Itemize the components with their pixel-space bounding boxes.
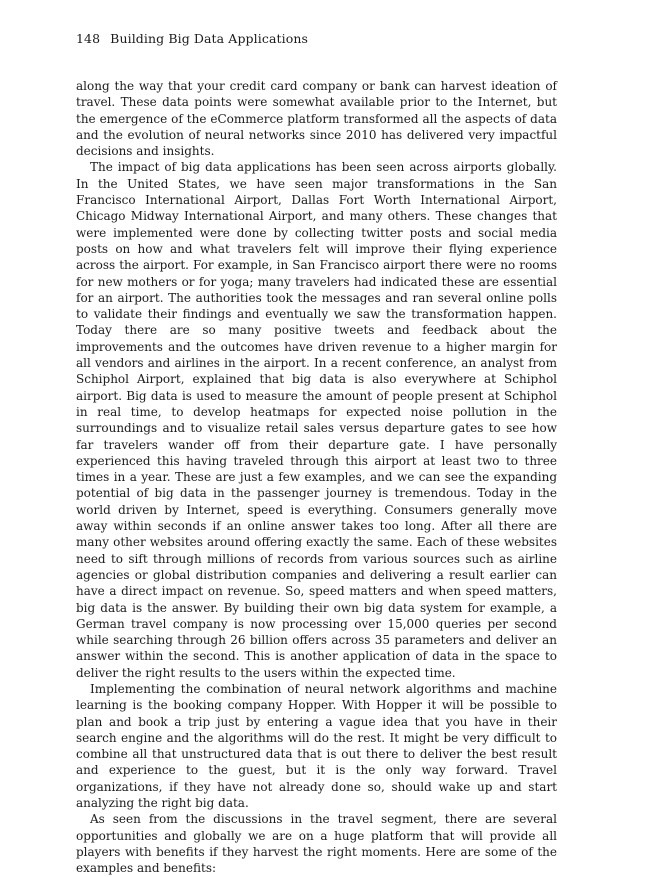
body-text xyxy=(76,78,557,877)
paragraph-opportunities: As seen from the discussions in the travel segment, there are several opportunities and globally we are on a huge platform that will provide all players with benefits if they harvest the right moments. Here are some of the examples and benefits: xyxy=(76,812,557,876)
paragraph-airports: The impact of big data applications has been seen across airports globally. In the United States, we have seen major transformations in the San Francisco International Airport, Dallas Fort Worth International Airport, Chicago Midway International Airport, and many others. These changes that were implemented were done by collecting twitter posts and social media posts on how and what travelers felt will improve their flying experience across the airport. For example, in San Francisco airport there were no rooms for new mothers or for yoga; many travelers had indicated these are essential for an airport. The authorities took the messages and ran several online polls to validate their findings and eventually we saw the transformation happen. Today there are so many positive tweets and feedback about the improvements and the outcomes have driven revenue to a higher margin for all vendors and airlines in the airport. In a recent conference, an analyst from Schiphol Airport, explained that big data is also everywhere at Schiphol airport. Big data is used to measure the amount of people present at Schiphol in real time, to develop heatmaps for expected noise pollution in the surroundings and to visualize retail sales versus departure gates to see how far travelers wander off from their departure gate. I have personally experienced this having traveled through this airport at least two to three times in a year. These are just a few examples, and we can see the expanding potential of big data in the passenger journey is tremendous. Today in the world driven by Internet, speed is everything. Consumers generally move away within seconds if an online answer takes too long. After all there are many other websites around offering exactly the same. Each of these websites need to sift through millions of records from various sources such as airline agencies or global distribution companies and delivering a result earlier can have a direct impact on revenue. So, speed matters and when speed matters, big data is the answer. By building their own big data system for example, a German travel company is now processing over 15,000 queries per second while searching through 26 billion offers across 35 parameters and deliver an answer within the second. This is another application of data in the space to deliver the right results to the users within the expected time. xyxy=(76,160,557,680)
page-number: 148 xyxy=(76,31,101,46)
running-head xyxy=(76,31,308,46)
paragraph-continuation: along the way that your credit card company or bank can harvest ideation of travel. These data points were somewhat available prior to the Internet, but the emergence of the eCommerce platform transformed all the aspects of data and the evolution of neural networks since 2010 has delivered very impactful decisions and insights. xyxy=(76,79,557,159)
paragraph-hopper: Implementing the combination of neural network algorithms and machine learning is the booking company Hopper. With Hopper it will be possible to plan and book a trip just by entering a vague idea that you have in their search engine and the algorithms will do the rest. It might be very difficult to combine all that unstructured data that is out there to deliver the best result and experience to the guest, but it is the only way forward. Travel organizations, if they have not already done so, should wake up and start analyzing the right big data. xyxy=(76,681,557,811)
book-title: Building Big Data Applications xyxy=(110,31,309,46)
